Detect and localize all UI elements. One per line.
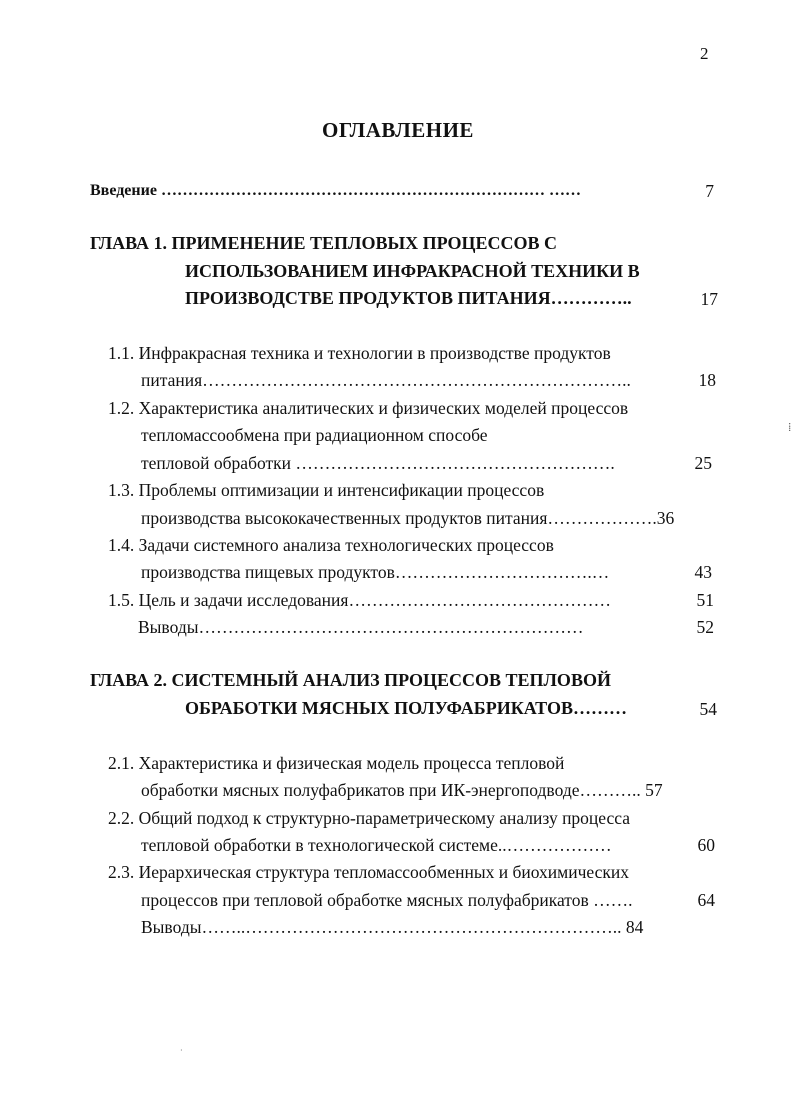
section-1-5-page: 51 xyxy=(696,590,714,610)
section-1-1-page: 18 xyxy=(698,370,716,390)
toc-intro[interactable]: Введение ……………………………………………………………… …… xyxy=(90,182,581,199)
section-2-3-page: 64 xyxy=(697,890,715,910)
chapter-2-conclusions[interactable]: Выводы……..……………………………………………………….. 84 xyxy=(141,917,644,937)
section-1-3[interactable]: 1.3. Проблемы оптимизации и интенсификации процессов xyxy=(108,480,545,500)
page-number: 2 xyxy=(700,44,709,63)
section-1-5[interactable]: 1.5. Цель и задачи исследования……………………………………… xyxy=(108,590,611,610)
scan-mark-icon: ⁞ xyxy=(788,420,792,434)
section-2-2[interactable]: 2.2. Общий подход к структурно-параметрическому анализу процесса xyxy=(108,808,631,828)
section-1-2-cont[interactable]: тепломассообмена при радиационном способе xyxy=(141,425,488,445)
section-1-2-page: 25 xyxy=(694,453,712,473)
chapter-2-page: 54 xyxy=(699,699,717,719)
section-1-1-cont[interactable]: питания……………………………………………………………….. xyxy=(141,370,631,390)
page-title: ОГЛАВЛЕНИЕ xyxy=(322,118,474,142)
section-2-1[interactable]: 2.1. Характеристика и физическая модель процесса тепловой xyxy=(108,753,565,773)
toc-intro-page: 7 xyxy=(705,181,714,201)
section-1-3-cont[interactable]: производства высококачественных продуктов питания……………….36 xyxy=(141,508,675,528)
section-1-1[interactable]: 1.1. Инфракрасная техника и технологии в производстве продуктов xyxy=(108,343,611,363)
section-2-2-page: 60 xyxy=(697,835,715,855)
chapter-1-heading-line2[interactable]: ИСПОЛЬЗОВАНИЕМ ИНФРАКРАСНОЙ ТЕХНИКИ В xyxy=(185,261,640,281)
section-1-4-cont[interactable]: производства пищевых продуктов…………………………….… xyxy=(141,562,610,582)
section-1-2[interactable]: 1.2. Характеристика аналитических и физических моделей процессов xyxy=(108,398,629,418)
section-2-1-cont[interactable]: обработки мясных полуфабрикатов при ИК-энергоподводе……….. 57 xyxy=(141,780,663,800)
section-2-3-cont[interactable]: процессов при тепловой обработке мясных полуфабрикатов ……. xyxy=(141,890,633,910)
scan-dot-icon: · xyxy=(180,1046,183,1055)
chapter-1-heading-line3[interactable]: ПРОИЗВОДСТВЕ ПРОДУКТОВ ПИТАНИЯ………….. xyxy=(185,288,632,308)
section-1-4-page: 43 xyxy=(694,562,712,582)
chapter-1-heading[interactable]: ГЛАВА 1. ПРИМЕНЕНИЕ ТЕПЛОВЫХ ПРОЦЕССОВ С xyxy=(90,233,558,253)
section-1-4[interactable]: 1.4. Задачи системного анализа технологических процессов xyxy=(108,535,554,555)
chapter-1-conclusions-page: 52 xyxy=(696,617,714,637)
section-2-3[interactable]: 2.3. Иерархическая структура тепломассообменных и биохимических xyxy=(108,862,629,882)
chapter-1-conclusions[interactable]: Выводы………………………………………………………… xyxy=(138,617,584,637)
section-2-2-cont[interactable]: тепловой обработки в технологической системе..……………… xyxy=(141,835,612,855)
section-1-2-cont2[interactable]: тепловой обработки ………………………………………………. xyxy=(141,453,615,473)
chapter-2-heading[interactable]: ГЛАВА 2. СИСТЕМНЫЙ АНАЛИЗ ПРОЦЕССОВ ТЕПЛОВОЙ xyxy=(90,670,611,690)
chapter-1-page: 17 xyxy=(700,289,718,309)
chapter-2-heading-line2[interactable]: ОБРАБОТКИ МЯСНЫХ ПОЛУФАБРИКАТОВ……… xyxy=(185,698,627,718)
